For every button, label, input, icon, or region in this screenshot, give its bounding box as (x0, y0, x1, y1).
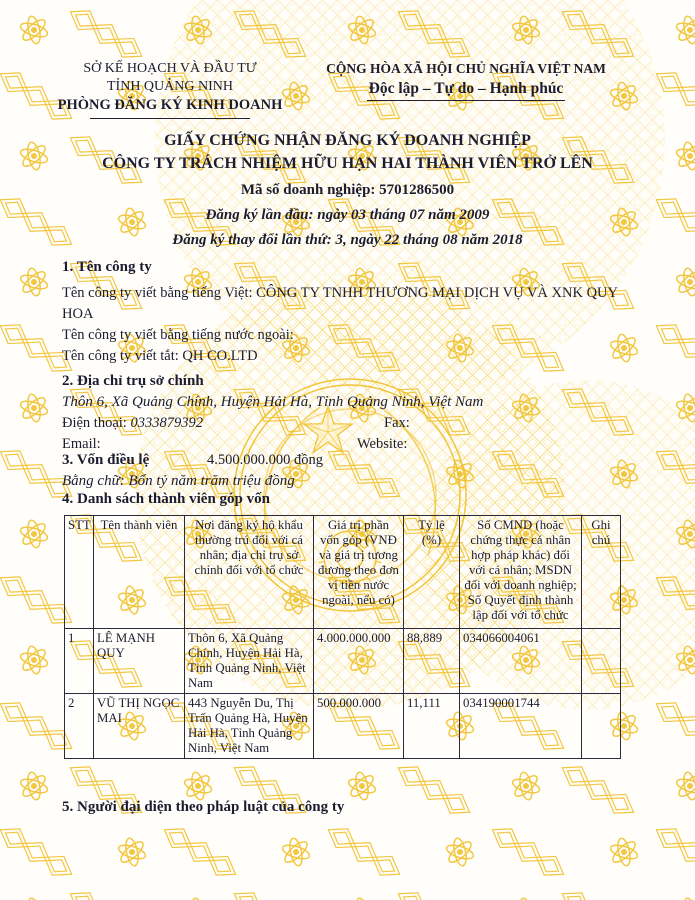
section-charter-capital (62, 450, 637, 492)
section-members-list (62, 489, 637, 759)
col-header-name: Tên thành viên (94, 516, 185, 629)
member2-address: 443 Nguyễn Du, Thị Trấn Quảng Hà, Huyện Hải Hà, Tỉnh Quảng Ninh, Việt Nam (185, 694, 314, 759)
section5-heading: 5. Người đại diện theo pháp luật của công ty (62, 799, 345, 815)
phone-fax-row (62, 413, 637, 434)
header-right-rule (367, 100, 565, 101)
change-registration-date: Đăng ký thay đổi lần thứ: 3, ngày 22 tháng 08 năm 2018 (172, 232, 523, 248)
in-words-value: Bốn tỷ năm trăm triệu đồng (128, 473, 295, 489)
document-title-line2: CÔNG TY TRÁCH NHIỆM HỮU HẠN HAI THÀNH VIÊN TRỞ LÊN (102, 155, 593, 172)
col-header-note: Ghi chú (582, 516, 621, 629)
vietnamese-name-label: Tên công ty viết bằng tiếng Việt: (62, 285, 257, 301)
document-title-line1: GIẤY CHỨNG NHẬN ĐĂNG KÝ DOANH NGHIỆP (164, 132, 531, 149)
short-name-label: Tên công ty viết tắt: (62, 348, 183, 364)
member1-stt: 1 (65, 629, 94, 694)
member1-percent: 88,889 (404, 629, 460, 694)
section-head-office (62, 371, 637, 455)
first-registration-date: Đăng ký lần đầu: ngày 03 tháng 07 năm 2009 (205, 207, 490, 223)
col-header-address: Nơi đăng ký hộ khẩu thường trú đối với cá nhân; địa chỉ trụ sở chính đối với tổ chức (185, 516, 314, 629)
member1-address: Thôn 6, Xã Quảng Chính, Huyện Hải Hà, Tỉnh Quảng Ninh, Việt Nam (185, 629, 314, 694)
enterprise-code: Mã số doanh nghiệp: 5701286500 (240, 182, 455, 198)
province-name: TỈNH QUẢNG NINH (107, 78, 233, 94)
registration-info-block (0, 182, 695, 249)
phone-label: Điện thoại: (62, 415, 131, 431)
country-name: CỘNG HÒA XÃ HỘI CHỦ NGHĨA VIỆT NAM (326, 61, 606, 76)
company-name-foreign-line: Tên công ty viết bằng tiếng nước ngoài: (62, 327, 294, 343)
document-title (0, 129, 695, 175)
member1-value: 4.000.000.000 (314, 629, 404, 694)
charter-capital-row (62, 450, 637, 471)
members-table-header-row (65, 516, 621, 629)
section3-heading: 3. Vốn điều lệ (62, 452, 150, 468)
member1-name: LÊ MẠNH QUY (94, 629, 185, 694)
head-office-address: Thôn 6, Xã Quảng Chính, Huyện Hải Hà, Tỉnh Quảng Ninh, Việt Nam (62, 394, 484, 410)
header-left-rule (90, 118, 250, 119)
company-name-vietnamese: CÔNG TY TNHH THƯƠNG MẠI DỊCH VỤ VÀ XNK QUY HOA (62, 285, 618, 322)
member2-value: 500.000.000 (314, 694, 404, 759)
national-motto: Độc lập – Tự do – Hạnh phúc (368, 80, 564, 97)
section1-heading: 1. Tên công ty (62, 259, 152, 275)
company-name-short-line (62, 346, 622, 367)
member2-id: 034190001744 (460, 694, 582, 759)
member2-note (582, 694, 621, 759)
issuing-authority-block (52, 60, 288, 119)
national-header-block (318, 60, 614, 101)
col-header-id: Số CMND (hoặc chứng thực cá nhân hợp pháp khác) đối với cá nhân; MSDN đối với doanh nghiệp; Số Quyết định thành lập đối với tổ chức (460, 516, 582, 629)
section-company-name (62, 257, 622, 367)
company-name-short: QH CO.LTD (182, 348, 258, 364)
phone-number: 0333879392 (130, 415, 203, 431)
col-header-stt: STT (65, 516, 94, 629)
member1-note (582, 629, 621, 694)
col-header-percent: Tỷ lệ (%) (404, 516, 460, 629)
member2-percent: 11,111 (404, 694, 460, 759)
member-row-2 (65, 694, 621, 759)
members-table (64, 515, 621, 759)
charter-capital-amount: 4.500.000.000 đồng (207, 452, 323, 468)
email-label: Email: (62, 436, 101, 452)
section2-heading: 2. Địa chỉ trụ sở chính (62, 373, 204, 389)
fax-label: Fax: (384, 415, 410, 431)
company-name-vietnamese-line (62, 283, 622, 325)
member2-stt: 2 (65, 694, 94, 759)
member2-name: VŨ THỊ NGỌC MAI (94, 694, 185, 759)
member1-id: 034066004061 (460, 629, 582, 694)
registration-office-name: PHÒNG ĐĂNG KÝ KINH DOANH (57, 97, 283, 113)
website-label: Website: (357, 436, 408, 452)
department-name: SỞ KẾ HOẠCH VÀ ĐẦU TƯ (83, 61, 257, 76)
section4-heading: 4. Danh sách thành viên góp vốn (62, 491, 270, 507)
in-words-label: Bằng chữ: (62, 473, 129, 489)
col-header-value: Giá trị phần vốn góp (VNĐ và giá trị tương đương theo đơn vị tiền nước ngoài, nếu có) (314, 516, 404, 629)
member-row-1 (65, 629, 621, 694)
section-legal-representative (62, 797, 637, 818)
